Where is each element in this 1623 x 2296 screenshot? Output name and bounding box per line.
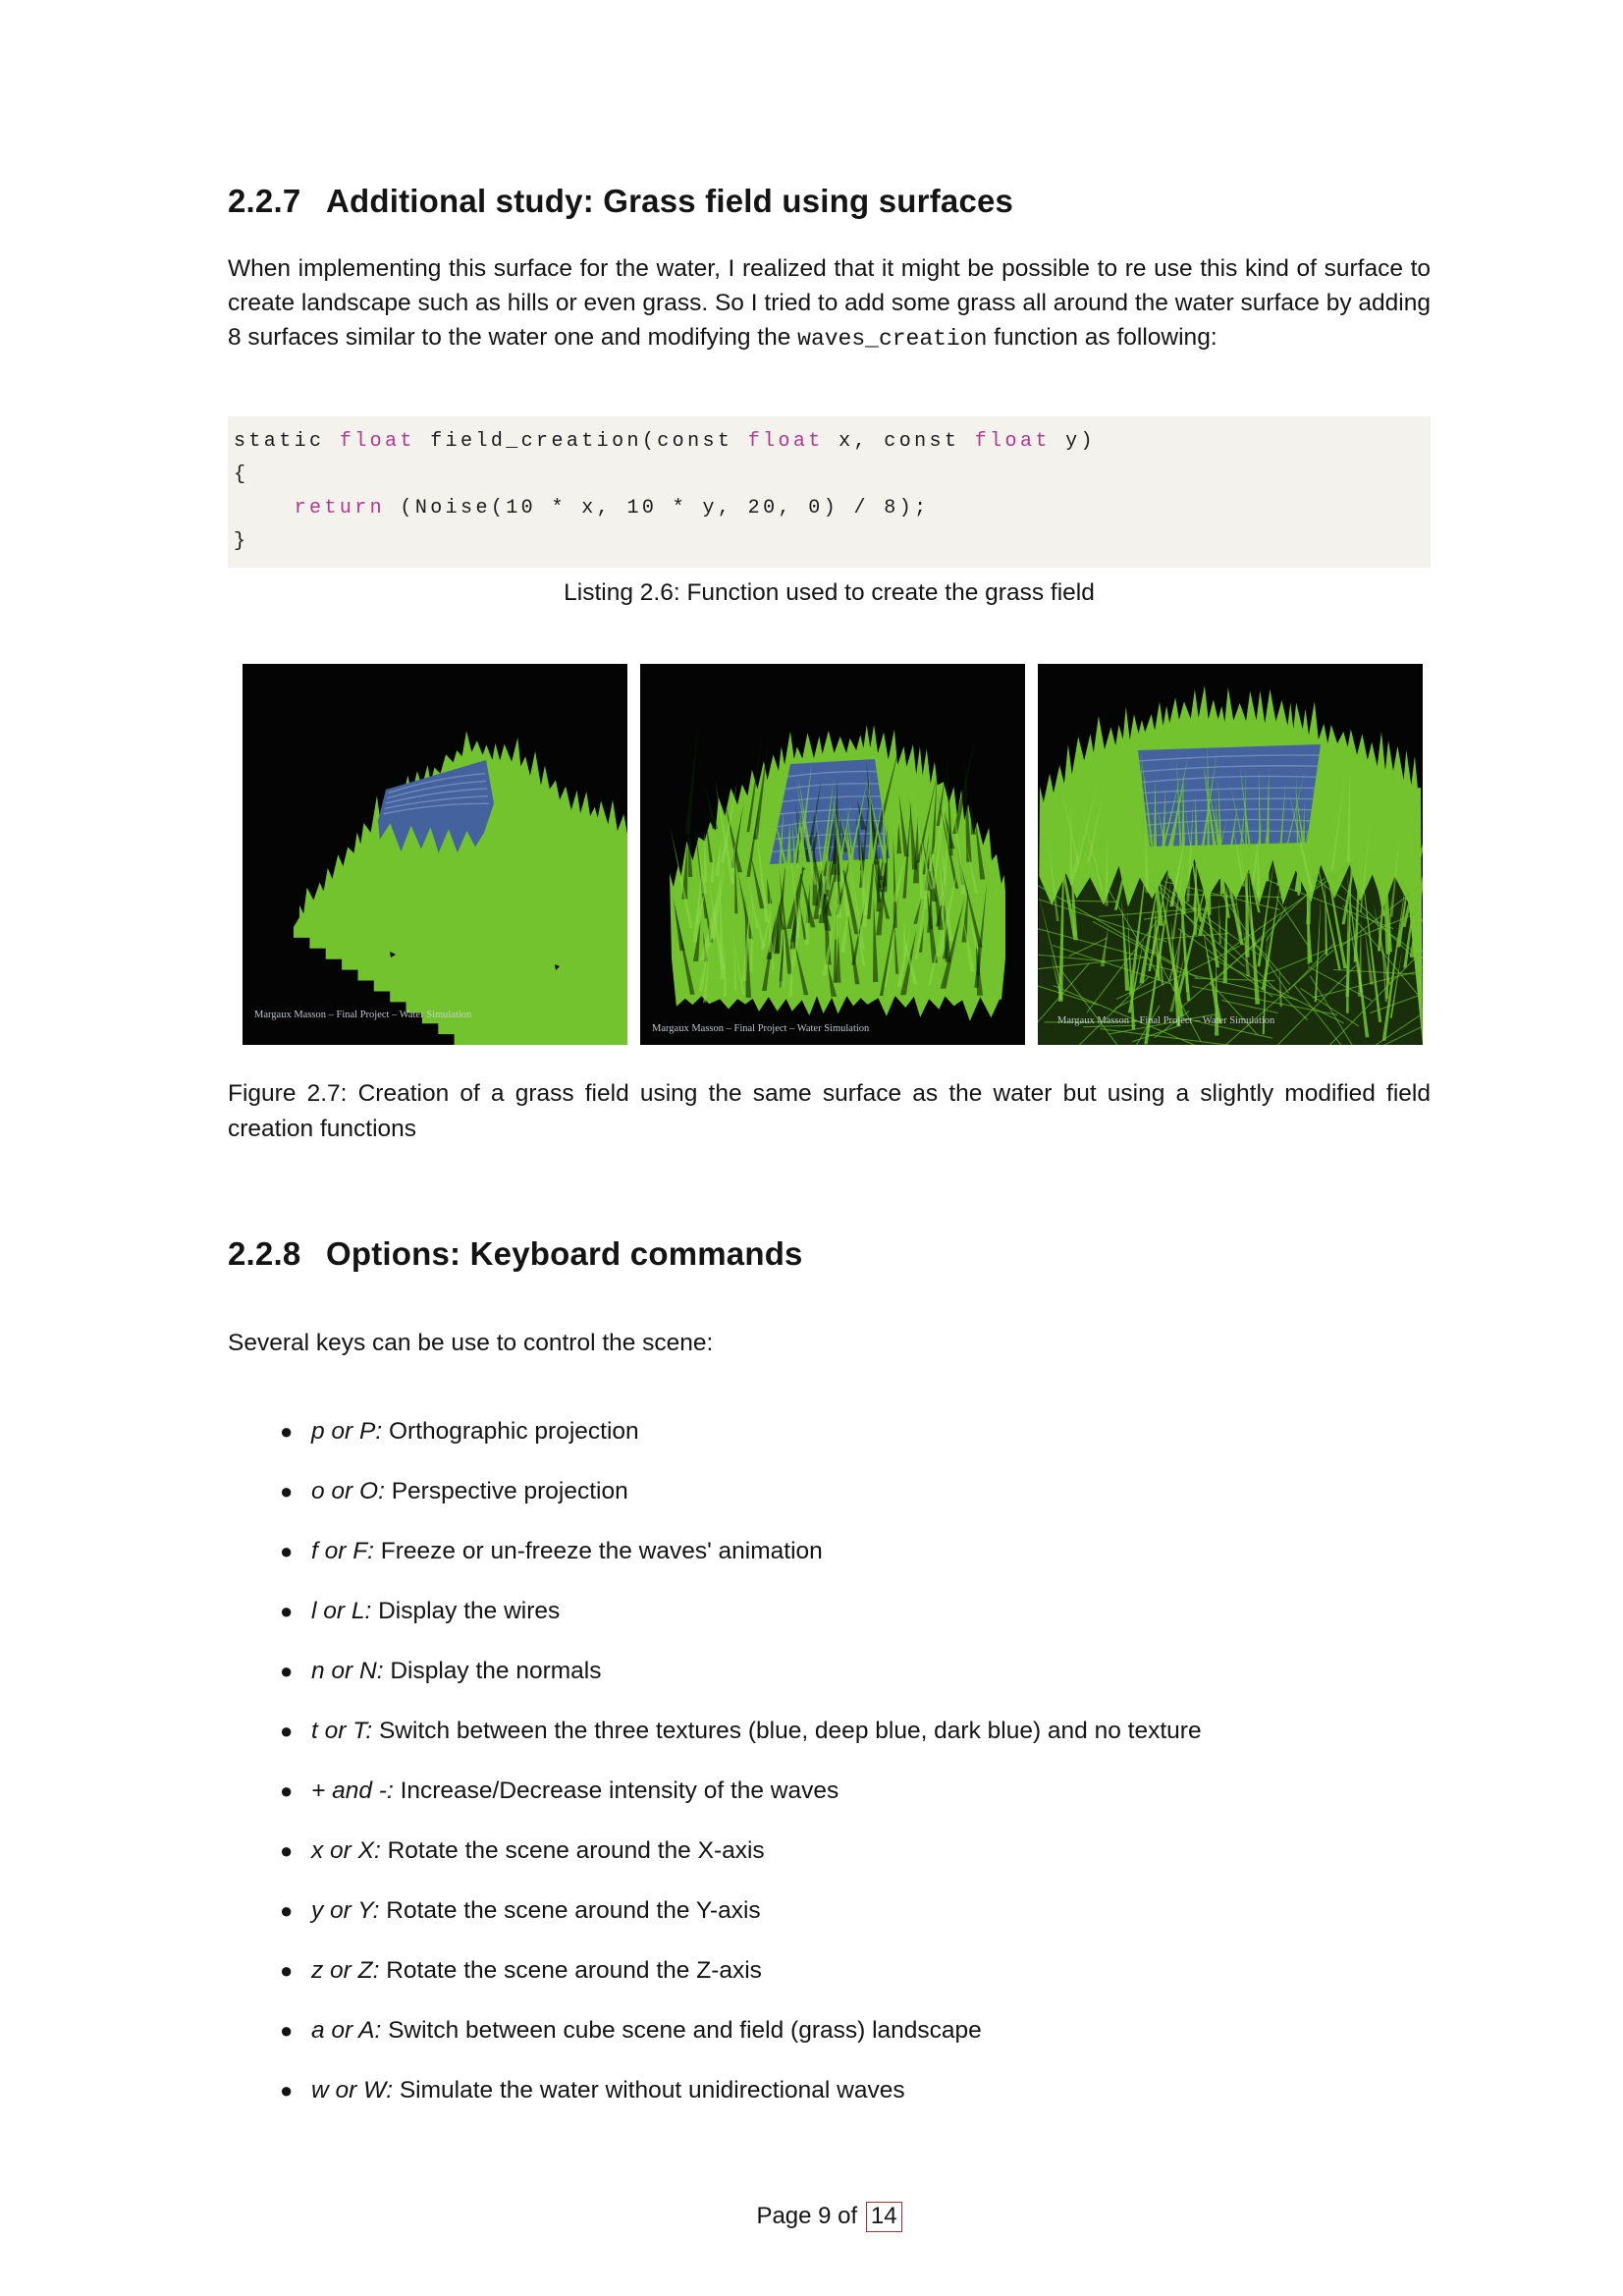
grass-render-image-1: [243, 664, 627, 1045]
code-text: }: [234, 530, 249, 553]
bullet-icon: ●: [280, 1419, 294, 1444]
bullet-icon: ●: [280, 1958, 294, 1983]
bullet-icon: ●: [280, 2078, 294, 2103]
code-text: x, const: [823, 430, 975, 453]
code-listing: [228, 416, 1431, 568]
keyboard-command-item: [280, 1714, 1431, 1748]
bullet-icon: ●: [280, 1838, 294, 1863]
code-text: field_creation(const: [414, 430, 748, 453]
command-description: Switch between the three textures (blue, deep blue, dark blue) and no texture: [378, 1718, 1202, 1744]
code-text: static: [234, 430, 340, 453]
bullet-icon: ●: [280, 1479, 294, 1503]
command-key: x or X:: [311, 1837, 388, 1864]
keyboard-command-item: [280, 2013, 1431, 2048]
keyboard-command-item: [280, 1534, 1431, 1568]
inline-code-waves-creation: waves_creation: [797, 326, 988, 352]
command-description: Increase/Decrease intensity of the waves: [400, 1777, 839, 1804]
keyboard-command-item: [280, 1654, 1431, 1688]
grass-figure-row: [243, 664, 1423, 1045]
bullet-icon: ●: [280, 1898, 294, 1923]
grass-render-image-3: [1038, 664, 1423, 1045]
figure-caption: Figure 2.7: Creation of a grass field using the same surface as the water but using a slightly modified field creation functions: [228, 1080, 1431, 1142]
command-description: Orthographic projection: [388, 1418, 639, 1445]
bullet-icon: ●: [280, 1778, 294, 1803]
watermark-text: Margaux Masson – Final Project – Water Simulation: [254, 1010, 472, 1020]
code-keyword: return: [294, 497, 386, 519]
intro-text-after: function as following:: [987, 324, 1217, 351]
command-key: l or L:: [311, 1598, 379, 1624]
code-text: (Noise(10 * x, 10 * y, 20, 0) / 8);: [385, 497, 930, 519]
command-description: Display the normals: [390, 1658, 602, 1684]
watermark-text: Margaux Masson – Final Project – Water Simulation: [652, 1023, 870, 1034]
grass-render-image-2: [640, 664, 1025, 1045]
section-number: 2.2.8: [228, 1235, 301, 1272]
command-key: t or T:: [311, 1718, 379, 1744]
code-text: y): [1050, 430, 1096, 453]
footer-text: Page 9 of: [756, 2203, 858, 2229]
section-heading-227: [228, 183, 1013, 220]
command-key: z or Z:: [311, 1957, 387, 1984]
section-heading-228: [228, 1235, 803, 1273]
command-key: f or F:: [311, 1538, 381, 1564]
page-footer: [228, 2202, 1431, 2232]
command-key: p or P:: [311, 1418, 389, 1445]
bullet-icon: ●: [280, 1659, 294, 1683]
intro-text-before: When implementing this surface for the water, I realized that it might be possible to re use this kind of surface to create landscape such as hills or even grass. So I tried to add some grass all around the water surface by adding 8 surfaces similar to the water one and modifying the: [228, 255, 1431, 351]
keyboard-command-item: [280, 1774, 1431, 1808]
keyboard-command-item: [280, 1474, 1431, 1508]
bullet-icon: ●: [280, 1599, 294, 1623]
watermark-text: Margaux Masson – Final Project – Water Simulation: [1057, 1015, 1275, 1026]
command-key: + and -:: [311, 1777, 401, 1804]
command-key: w or W:: [311, 2077, 400, 2104]
command-key: o or O:: [311, 1478, 392, 1504]
keyboard-command-item: [280, 1953, 1431, 1988]
section-title: Additional study: Grass field using surfaces: [326, 183, 1014, 219]
keyboard-command-item: [280, 1414, 1431, 1449]
command-description: Simulate the water without unidirectional waves: [399, 2077, 905, 2104]
keyboard-command-item: [280, 1594, 1431, 1628]
code-keyword: float: [974, 430, 1051, 453]
command-description: Display the wires: [378, 1598, 561, 1624]
bullet-icon: ●: [280, 1719, 294, 1743]
code-keyword: float: [339, 430, 415, 453]
command-description: Freeze or un-freeze the waves' animation: [380, 1538, 823, 1564]
command-key: y or Y:: [311, 1897, 387, 1924]
command-key: a or A:: [311, 2017, 389, 2044]
code-keyword: float: [747, 430, 824, 453]
command-key: n or N:: [311, 1658, 391, 1684]
command-description: Perspective projection: [391, 1478, 628, 1504]
bullet-icon: ●: [280, 1539, 294, 1563]
keyboard-command-item: [280, 1833, 1431, 1868]
code-text: [234, 497, 295, 519]
code-text: {: [234, 464, 249, 486]
section-number: 2.2.7: [228, 183, 301, 219]
section-title: Options: Keyboard commands: [326, 1235, 803, 1272]
keyboard-commands-list: [280, 1414, 1431, 2133]
command-description: Rotate the scene around the X-axis: [387, 1837, 765, 1864]
command-description: Switch between cube scene and field (grass) landscape: [388, 2017, 982, 2044]
keyboard-command-item: [280, 1893, 1431, 1928]
keys-intro-paragraph: Several keys can be use to control the scene:: [228, 1330, 714, 1356]
page-count-link[interactable]: 14: [866, 2202, 902, 2232]
text-column: [228, 0, 1431, 2296]
keyboard-command-item: [280, 2073, 1431, 2107]
intro-paragraph: [228, 251, 1431, 356]
listing-caption: Listing 2.6: Function used to create the grass field: [564, 579, 1095, 606]
bullet-icon: ●: [280, 2018, 294, 2043]
command-description: Rotate the scene around the Z-axis: [386, 1957, 762, 1984]
command-description: Rotate the scene around the Y-axis: [386, 1897, 761, 1924]
